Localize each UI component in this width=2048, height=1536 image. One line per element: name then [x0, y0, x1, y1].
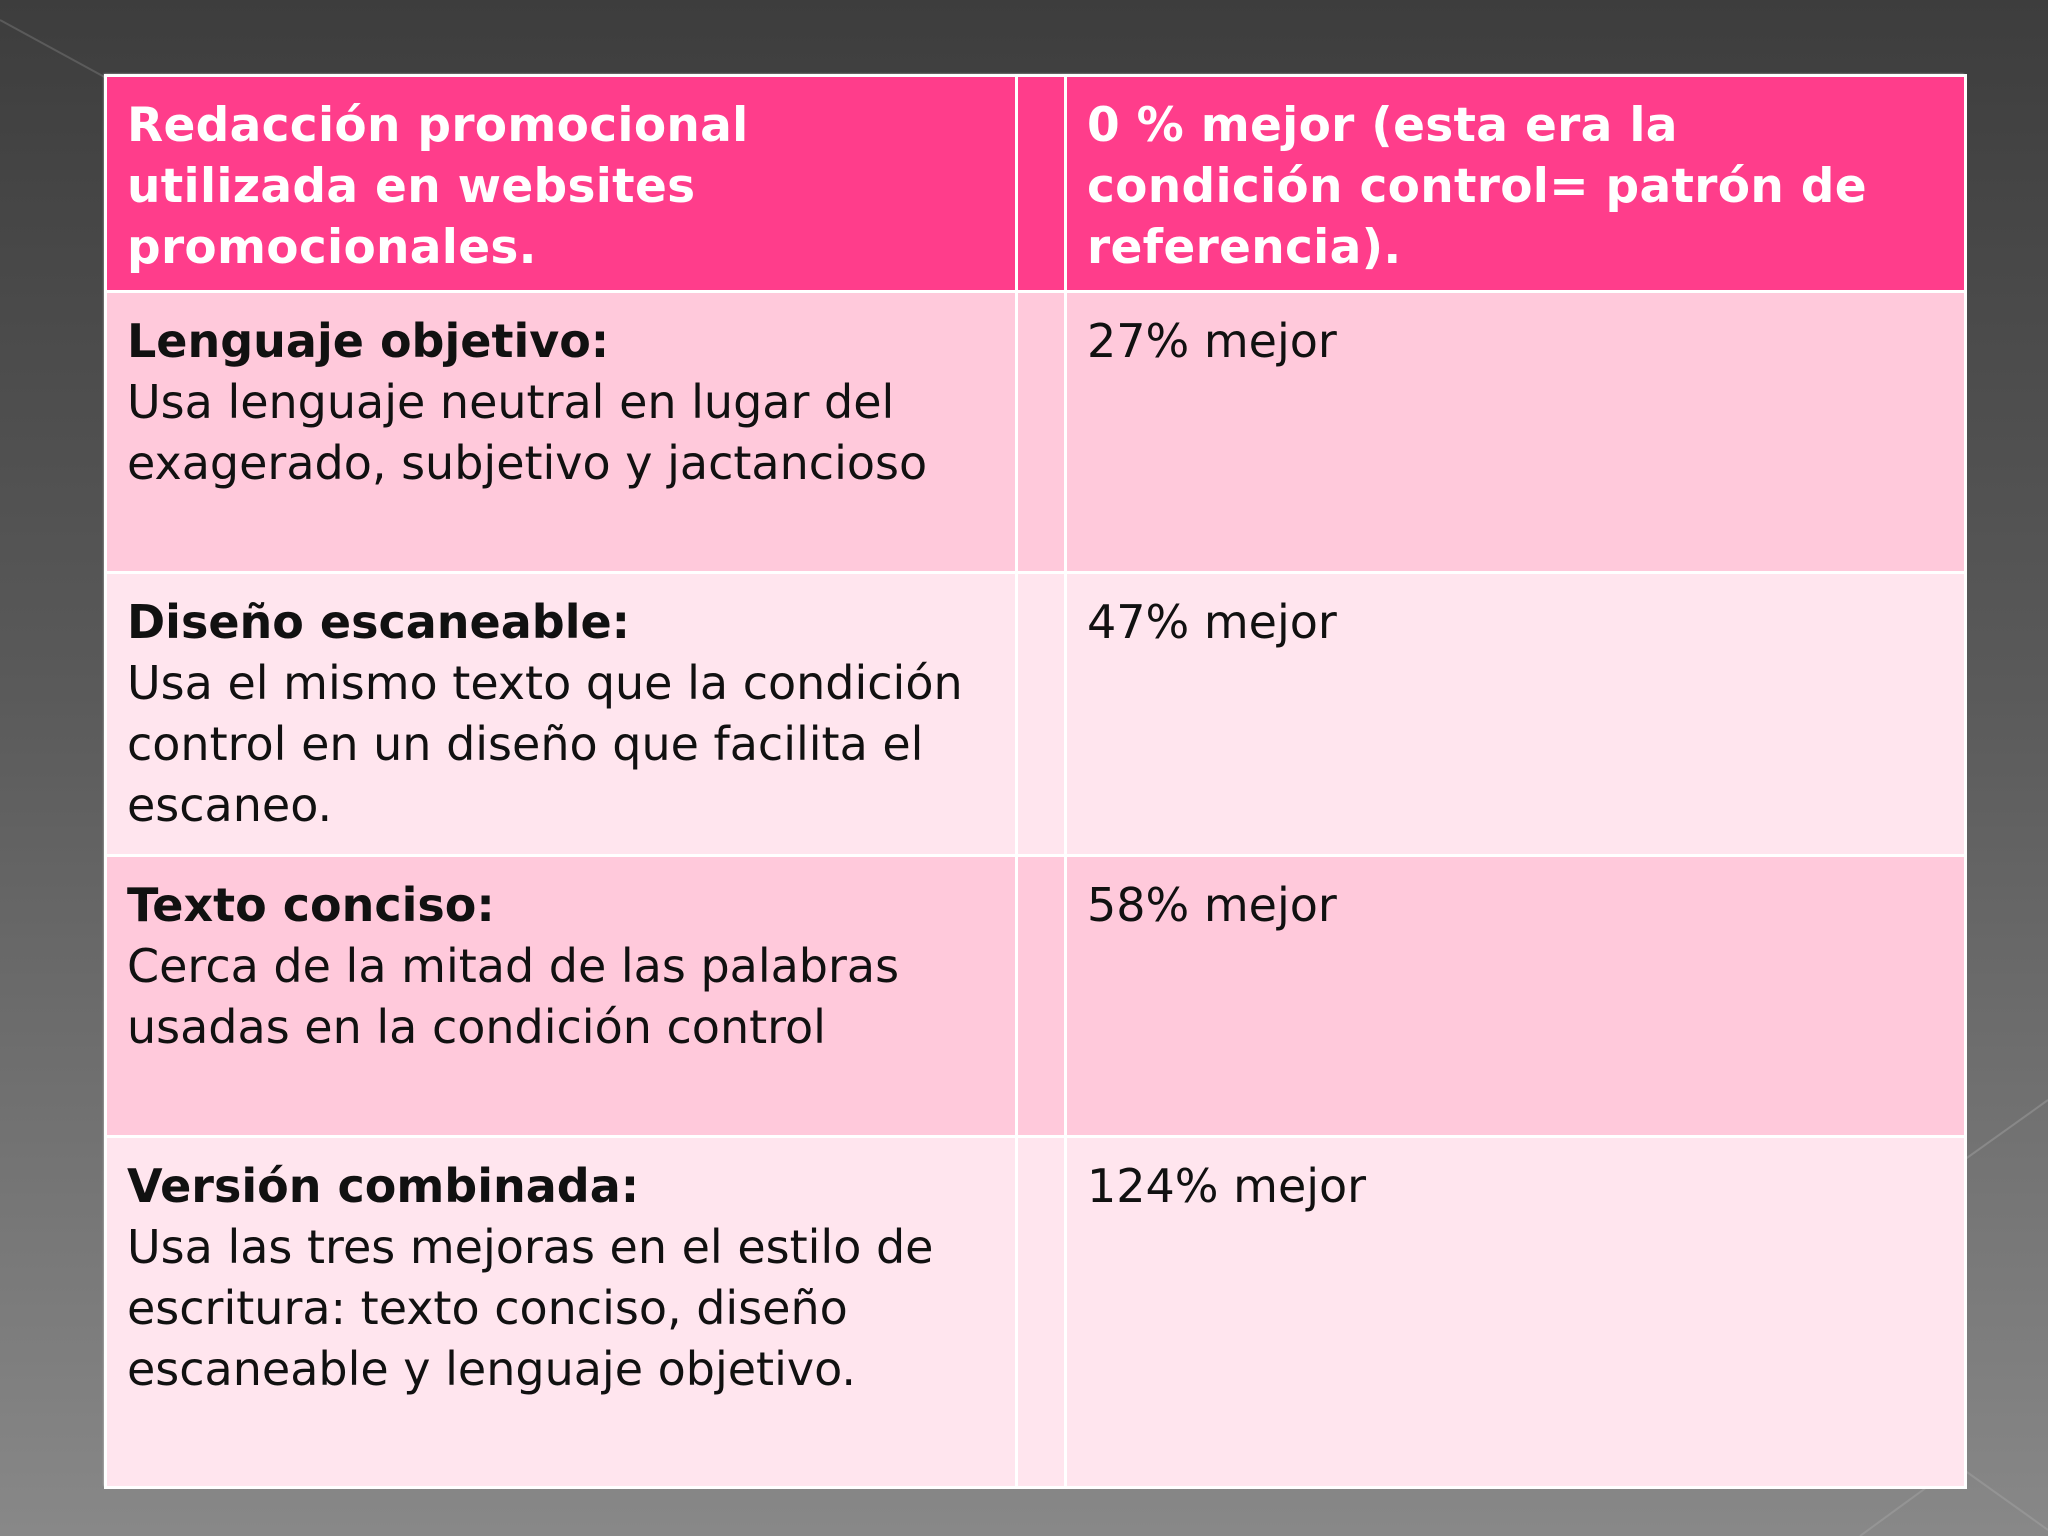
comparison-table: [104, 74, 1964, 1486]
technique-cell: [106, 856, 1017, 1137]
technique-title: Diseño escaneable:: [127, 595, 631, 649]
result-value: 58% mejor: [1087, 878, 1337, 932]
technique-cell: [106, 573, 1017, 856]
technique-description: Usa el mismo texto que la condición control en un diseño que facilita el escaneo.: [127, 656, 963, 832]
result-cell: [1066, 292, 1966, 573]
header-spacer-cell: [1017, 76, 1066, 292]
result-value: 27% mejor: [1087, 314, 1337, 368]
technique-description: Usa lenguaje neutral en lugar del exagerado, subjetivo y jactancioso: [127, 375, 928, 490]
spacer-cell: [1017, 1137, 1066, 1488]
technique-cell: [106, 292, 1017, 573]
technique-description: Cerca de la mitad de las palabras usadas en la condición control: [127, 939, 900, 1054]
table-row: [106, 573, 1966, 856]
result-cell: [1066, 573, 1966, 856]
technique-description: Usa las tres mejoras en el estilo de escritura: texto conciso, diseño escaneable y lenguaje objetivo.: [127, 1220, 934, 1396]
table-header-row: [106, 76, 1966, 292]
technique-title: Versión combinada:: [127, 1159, 640, 1213]
table-row: [106, 1137, 1966, 1488]
result-value: 47% mejor: [1087, 595, 1337, 649]
header-right-cell: 0 % mejor (esta era la condición control= patrón de referencia).: [1066, 76, 1966, 292]
spacer-cell: [1017, 573, 1066, 856]
result-cell: [1066, 1137, 1966, 1488]
technique-cell: [106, 1137, 1017, 1488]
table-row: [106, 856, 1966, 1137]
spacer-cell: [1017, 292, 1066, 573]
result-value: 124% mejor: [1087, 1159, 1367, 1213]
result-cell: [1066, 856, 1966, 1137]
technique-title: Lenguaje objetivo:: [127, 314, 610, 368]
technique-title: Texto conciso:: [127, 878, 495, 932]
spacer-cell: [1017, 856, 1066, 1137]
header-left-cell: Redacción promocional utilizada en websites promocionales.: [106, 76, 1017, 292]
table-row: [106, 292, 1966, 573]
